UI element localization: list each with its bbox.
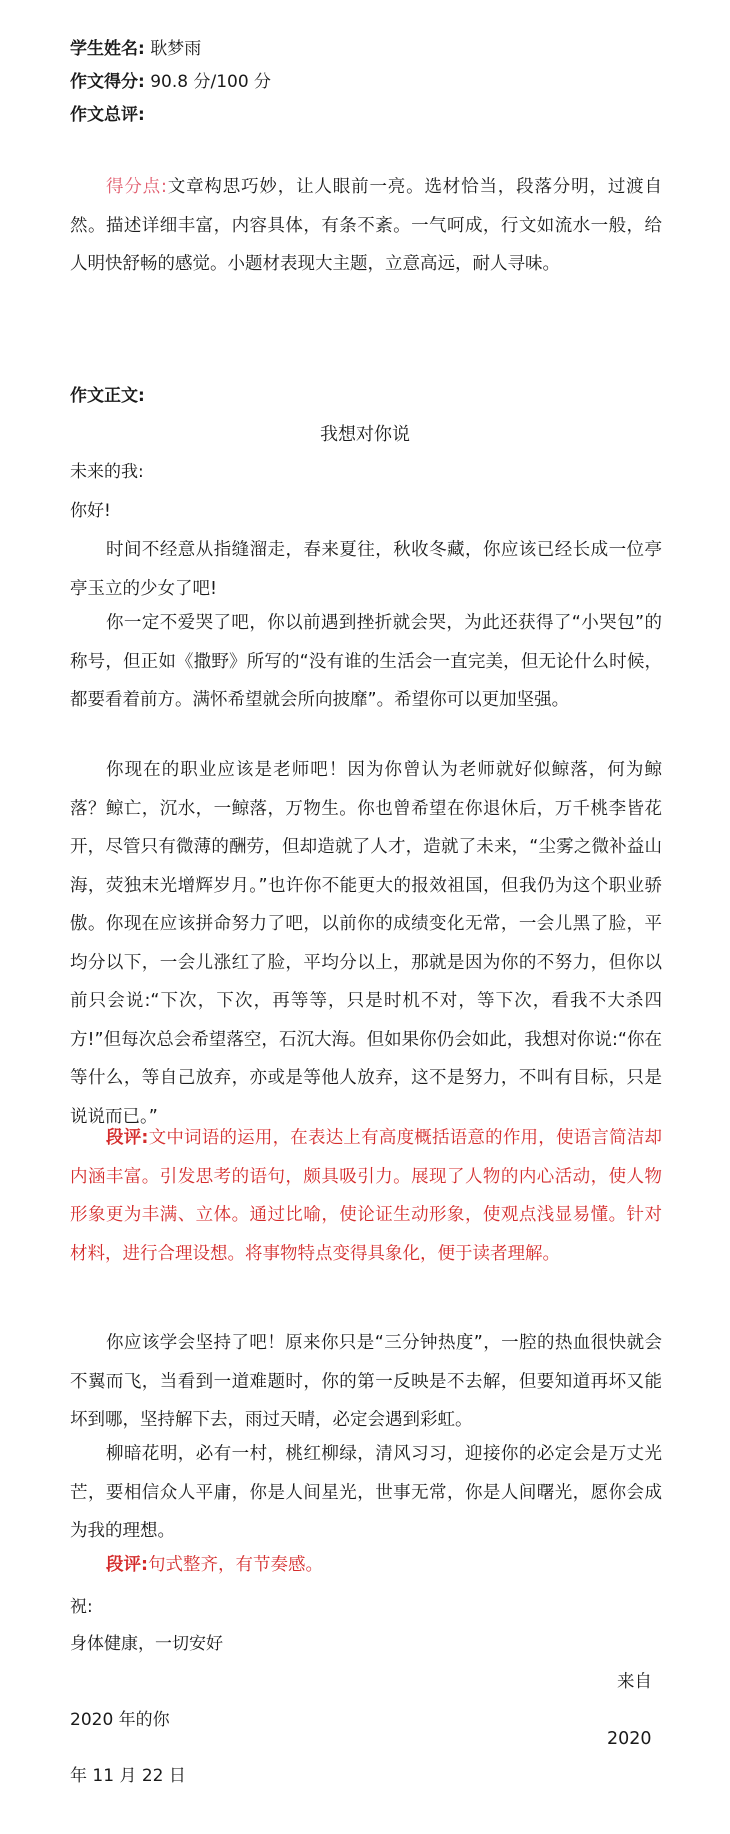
- essay-title: 我想对你说: [320, 424, 410, 445]
- comment-2-tag: 段评:: [106, 1555, 148, 1575]
- essay-section-line: [70, 384, 145, 408]
- essay-salutation: 未来的我:: [70, 462, 144, 482]
- essay-paragraph-2: 你一定不爱哭了吧，你以前遇到挫折就会哭，为此还获得了“小哭包”的称号，但正如《撒野》所写的“没有谁的生活会一直完美，但无论什么时候，都要看着前方。满怀希望就会所向披靡”。希望你可以更加坚强。: [70, 613, 662, 710]
- comment-1-tag: 段评:: [106, 1128, 149, 1148]
- essay-greeting: 你好!: [70, 501, 111, 521]
- score-line: [70, 70, 271, 94]
- student-name-line: [70, 37, 201, 61]
- summary-paragraph: [70, 168, 662, 284]
- paragraph-comment-1: [70, 1119, 662, 1273]
- student-name-label: 学生姓名:: [70, 39, 145, 59]
- summary-tag: 得分点:: [106, 177, 167, 197]
- comment-2-text: 句式整齐，有节奏感。: [148, 1555, 323, 1575]
- comment-1-text: 文中词语的运用，在表达上有高度概括语意的作用，使语言简洁却内涵丰富。引发思考的语句，颇具吸引力。展现了人物的内心活动，使人物形象更为丰满、立体。通过比喻，使论证生动形象，使观点浅显易懂。针对材料，进行合理设想。将事物特点变得具象化，便于读者理解。: [70, 1128, 663, 1264]
- paragraph-comment-2: [70, 1546, 662, 1585]
- essay-paragraph-1: 时间不经意从指缝溜走，春来夏往，秋收冬藏，你应该已经长成一位亭亭玉立的少女了吧!: [70, 540, 662, 599]
- summary-text: 文章构思巧妙，让人眼前一亮。选材恰当，段落分明，过渡自然。描述详细丰富，内容具体，有条不紊。一气呵成，行文如流水一般，给人明快舒畅的感觉。小题材表现大主题，立意高远，耐人寻味。: [70, 177, 662, 274]
- score-label: 作文得分:: [70, 72, 145, 92]
- closing-wish: 祝:: [70, 1597, 93, 1617]
- essay-paragraph-3: 你现在的职业应该是老师吧！因为你曾认为老师就好似鲸落，何为鲸落？鲸亡，沉水，一鲸落，万物生。你也曾希望在你退休后，万千桃李皆花开，尽管只有微薄的酬劳，但却造就了人才，造就了未来，“尘雾之微补益山海，荧独末光增辉岁月。”也许你不能更大的报效祖国，但我仍为这个职业骄傲。你现在应该拼命努力了吧，以前你的成绩变化无常，一会儿黑了脸，平均分以下，一会儿涨红了脸，平均分以上，那就是因为你的不努力，但你以前只会说:“下次，下次，再等等，只是时机不对，等下次，看我不大杀四方!”但每次总会希望落空，石沉大海。但如果你仍会如此，我想对你说:“你在等什么，等自己放弃，亦或是等他人放弃，这不是努力，不叫有目标，只是说说而已。”: [70, 760, 662, 1127]
- signature-date: 年 11 月 22 日: [70, 1766, 186, 1786]
- score-value: 90.8 分/100 分: [150, 72, 272, 92]
- signature-from: 来自: [617, 1672, 652, 1692]
- review-line: [70, 103, 145, 127]
- signature-name: 2020 年的你: [70, 1710, 170, 1730]
- essay-section-label: 作文正文:: [70, 386, 145, 406]
- signature-year: 2020: [607, 1729, 652, 1749]
- essay-paragraph-4: 你应该学会坚持了吧！原来你只是“三分钟热度”，一腔的热血很快就会不翼而飞，当看到一道难题时，你的第一反映是不去解，但要知道再坏又能坏到哪，坚持解下去，雨过天晴，必定会遇到彩虹。: [70, 1333, 662, 1430]
- student-name-value: 耿梦雨: [150, 39, 202, 59]
- closing-blessing: 身体健康，一切安好: [70, 1634, 223, 1654]
- review-label: 作文总评:: [70, 105, 145, 125]
- essay-paragraph-5: 柳暗花明，必有一村，桃红柳绿，清风习习，迎接你的必定会是万丈光芒，要相信众人平庸，你是人间星光，世事无常，你是人间曙光，愿你会成为我的理想。: [70, 1444, 662, 1541]
